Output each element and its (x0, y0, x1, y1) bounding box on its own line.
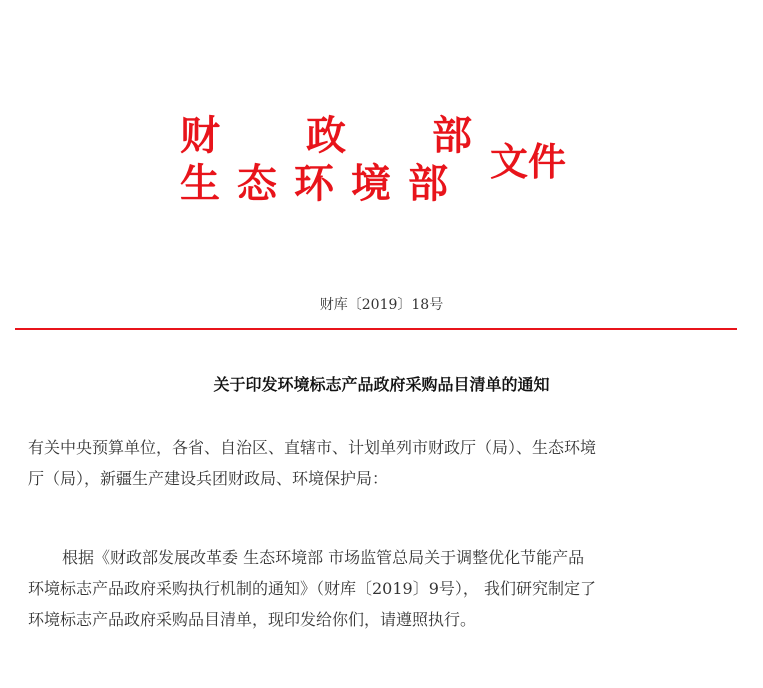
addressees-block (28, 432, 728, 494)
body-paragraph (28, 542, 728, 635)
header-org-environment-text: 生态环境部 (180, 161, 465, 207)
document-number: 财库〔2019〕18号 (319, 297, 444, 313)
red-divider (15, 328, 737, 330)
body-line-1: 根据《财政部发展改革委 生态环境部 市场监管总局关于调整优化节能产品 (62, 548, 585, 567)
header-org-finance-text: 财 政 部 (180, 113, 474, 159)
page-title: 关于印发环境标志产品政府采购品目清单的通知 (213, 375, 550, 394)
addressees-line-2: 厅（局），新疆生产建设兵团财政局、环境保护局： (28, 469, 389, 488)
body-line-3: 环境标志产品政府采购品目清单，现印发给你们，请遵照执行。 (28, 610, 477, 629)
header-suffix: 文件 (490, 140, 567, 184)
header-org-finance (180, 113, 474, 159)
addressees-line-1: 有关中央预算单位，各省、自治区、直辖市、计划单列市财政厅（局）、生态环境 (28, 438, 597, 457)
body-line-2: 环境标志产品政府采购执行机制的通知》（财库〔2019〕9号）， 我们研究制定了 (28, 579, 596, 598)
header-org-environment (180, 161, 465, 207)
